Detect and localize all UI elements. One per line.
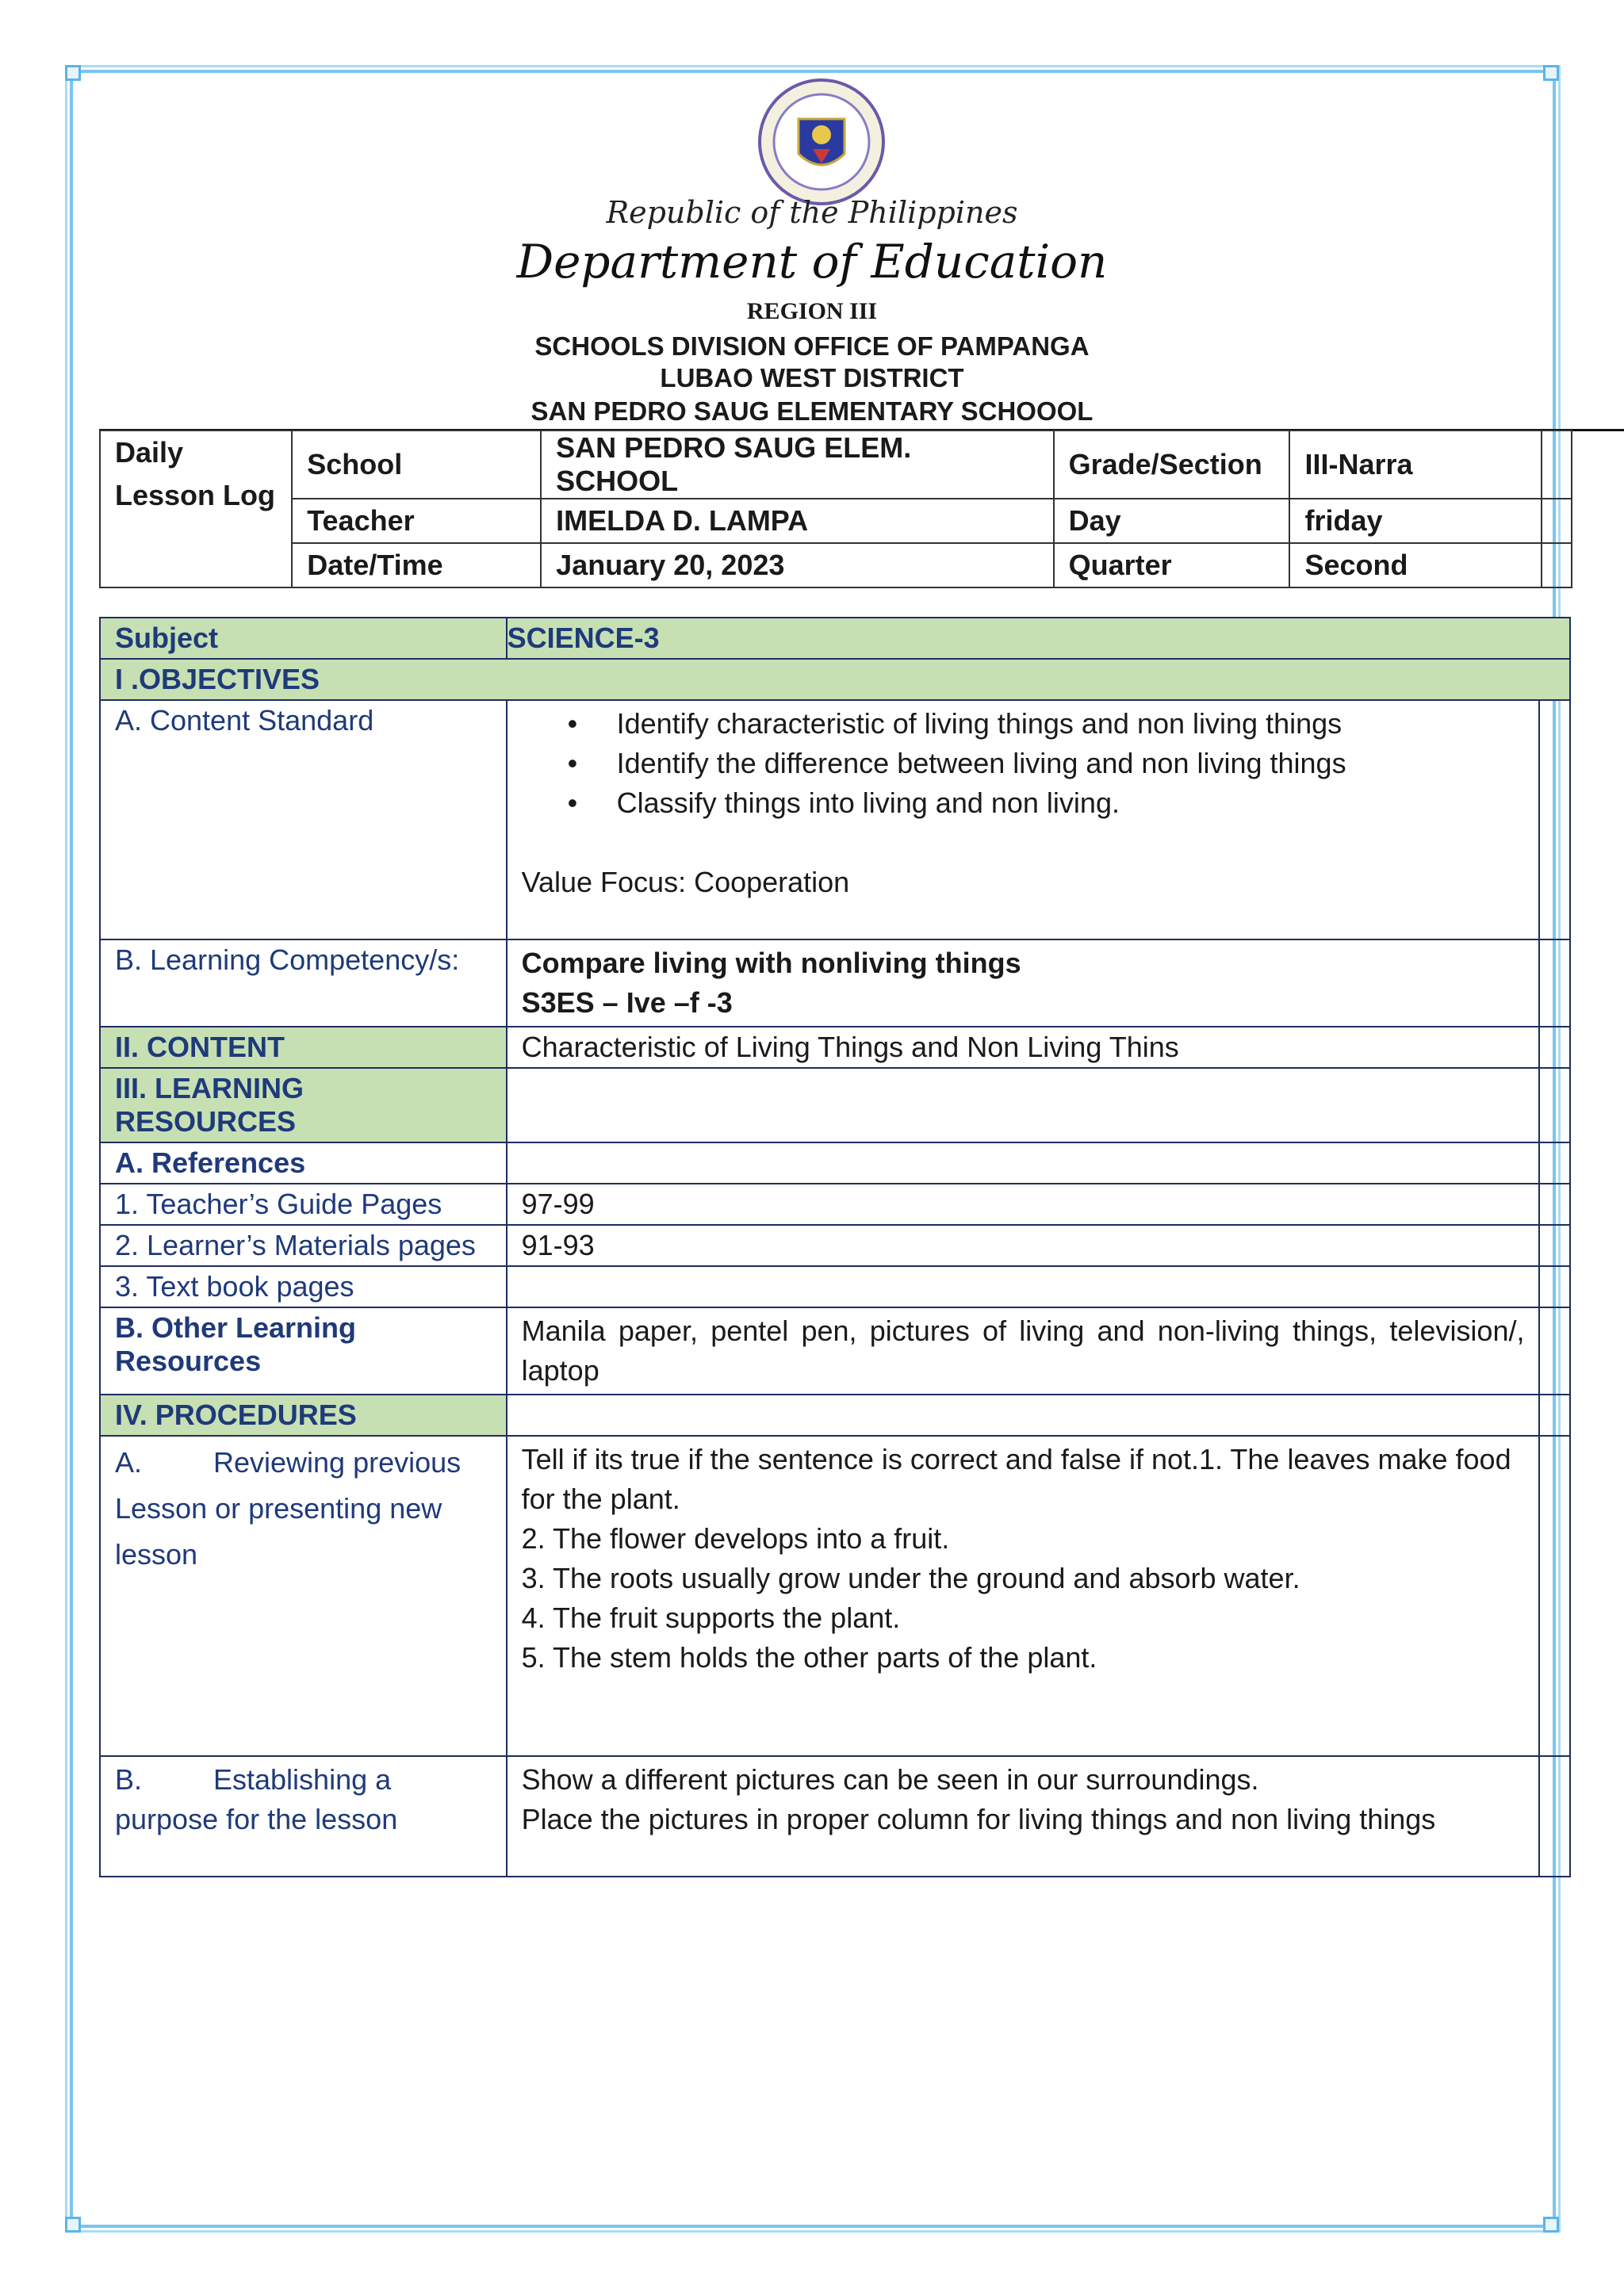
blank-cell — [1542, 430, 1572, 499]
school-value: SAN PEDRO SAUG ELEM. SCHOOL — [541, 430, 1053, 499]
value-focus: Value Focus: Cooperation — [521, 866, 850, 898]
teachers-guide-value: 97-99 — [507, 1184, 1540, 1225]
other-resources-label: B. Other Learning Resources — [100, 1307, 507, 1395]
content-standard-label: A. Content Standard — [100, 700, 507, 939]
learning-competency-cell — [507, 939, 1540, 1027]
establishing-purpose-label: B. Establishing a purpose for the lesson — [100, 1756, 507, 1877]
daily-lesson-log-label: Daily Lesson Log — [100, 430, 292, 587]
competency-code: S3ES – Ive –f -3 — [521, 986, 733, 1019]
purpose-item: Place the pictures in proper column for living things and non living things — [521, 1803, 1436, 1835]
review-item: 4. The fruit supports the plant. — [521, 1601, 901, 1634]
quarter-value: Second — [1289, 543, 1542, 587]
lesson-info-table — [99, 430, 1572, 588]
objective-item: • Classify things into living and non living. — [617, 783, 1525, 823]
references-heading: A. References — [100, 1142, 507, 1184]
blank-cell — [1539, 1307, 1570, 1395]
day-label: Day — [1054, 499, 1290, 543]
border-corner — [65, 2217, 81, 2233]
learning-resources-heading: III. LEARNING RESOURCES — [100, 1068, 507, 1142]
lesson-plan-table — [99, 617, 1571, 1877]
competency-text: Compare living with nonliving things — [521, 947, 1021, 979]
date-time-label: Date/Time — [292, 543, 541, 587]
teacher-value: IMELDA D. LAMPA — [541, 499, 1053, 543]
blank-cell — [1539, 1756, 1570, 1877]
content-heading: II. CONTENT — [100, 1027, 507, 1068]
school-label: School — [292, 430, 541, 499]
day-value: friday — [1289, 499, 1542, 543]
reviewing-lesson-label: A. Reviewing previous Lesson or presenting new lesson — [100, 1436, 507, 1756]
learners-materials-value: 91-93 — [507, 1225, 1540, 1266]
blank-cell — [1539, 939, 1570, 1027]
establishing-purpose-cell — [507, 1756, 1540, 1877]
border-corner — [1543, 2217, 1559, 2233]
learners-materials-label: 2. Learner’s Materials pages — [100, 1225, 507, 1266]
blank-cell — [1539, 1142, 1570, 1184]
textbook-pages-label: 3. Text book pages — [100, 1266, 507, 1307]
objective-item: • Identify characteristic of living things and non living things — [617, 704, 1525, 744]
teachers-guide-label: 1. Teacher’s Guide Pages — [100, 1184, 507, 1225]
date-time-value: January 20, 2023 — [541, 543, 1053, 587]
blank-cell — [1539, 1225, 1570, 1266]
grade-section-value: III-Narra — [1289, 430, 1542, 499]
blank-cell — [507, 1142, 1540, 1184]
blank-cell — [1542, 543, 1572, 587]
procedures-heading: IV. PROCEDURES — [100, 1395, 507, 1436]
school-heading: SAN PEDRO SAUG ELEMENTARY SCHOOOL — [530, 396, 1094, 426]
purpose-item: Show a different pictures can be seen in our surroundings. — [521, 1763, 1259, 1796]
blank-cell — [1539, 1266, 1570, 1307]
blank-cell — [507, 1266, 1540, 1307]
district-heading: LUBAO WEST DISTRICT — [660, 363, 964, 392]
blank-cell — [1542, 499, 1572, 543]
border-corner — [1543, 65, 1559, 81]
region-heading: REGION III — [746, 298, 878, 324]
blank-cell — [507, 1395, 1540, 1436]
blank-cell — [1539, 1027, 1570, 1068]
objective-item: • Identify the difference between living and non living things — [617, 744, 1525, 783]
blank-cell — [1539, 1068, 1570, 1142]
blank-cell — [1539, 700, 1570, 939]
review-item: Tell if its true if the sentence is correct and false if not.1. The leaves make food for the plant. — [521, 1443, 1511, 1515]
border-corner — [65, 65, 81, 81]
review-item: 5. The stem holds the other parts of the plant. — [521, 1641, 1097, 1674]
subject-label: Subject — [100, 618, 507, 659]
blank-cell — [507, 1068, 1540, 1142]
objective-list — [522, 704, 1525, 823]
blank-cell — [1539, 1395, 1570, 1436]
grade-section-label: Grade/Section — [1054, 430, 1290, 499]
content-value: Characteristic of Living Things and Non Living Thins — [507, 1027, 1540, 1068]
blank-cell — [1539, 1436, 1570, 1756]
learning-competency-label: B. Learning Competency/s: — [100, 939, 507, 1027]
other-resources-value: Manila paper, pentel pen, pictures of living and non-living things, television/, laptop — [507, 1307, 1540, 1395]
teacher-label: Teacher — [292, 499, 541, 543]
quarter-label: Quarter — [1054, 543, 1290, 587]
reviewing-lesson-cell — [507, 1436, 1540, 1756]
subject-value: SCIENCE-3 — [507, 618, 1570, 659]
deped-seal-icon — [757, 78, 886, 206]
review-item: 3. The roots usually grow under the ground and absorb water. — [521, 1562, 1300, 1594]
department-heading: Department of Education — [516, 235, 1108, 289]
review-item: 2. The flower develops into a fruit. — [521, 1522, 950, 1555]
content-standard-cell — [507, 700, 1540, 939]
blank-cell — [1539, 1184, 1570, 1225]
objectives-heading: I .OBJECTIVES — [100, 659, 1570, 700]
division-heading: SCHOOLS DIVISION OFFICE OF PAMPANGA — [534, 331, 1090, 361]
republic-heading: Republic of the Philippines — [606, 195, 1018, 230]
